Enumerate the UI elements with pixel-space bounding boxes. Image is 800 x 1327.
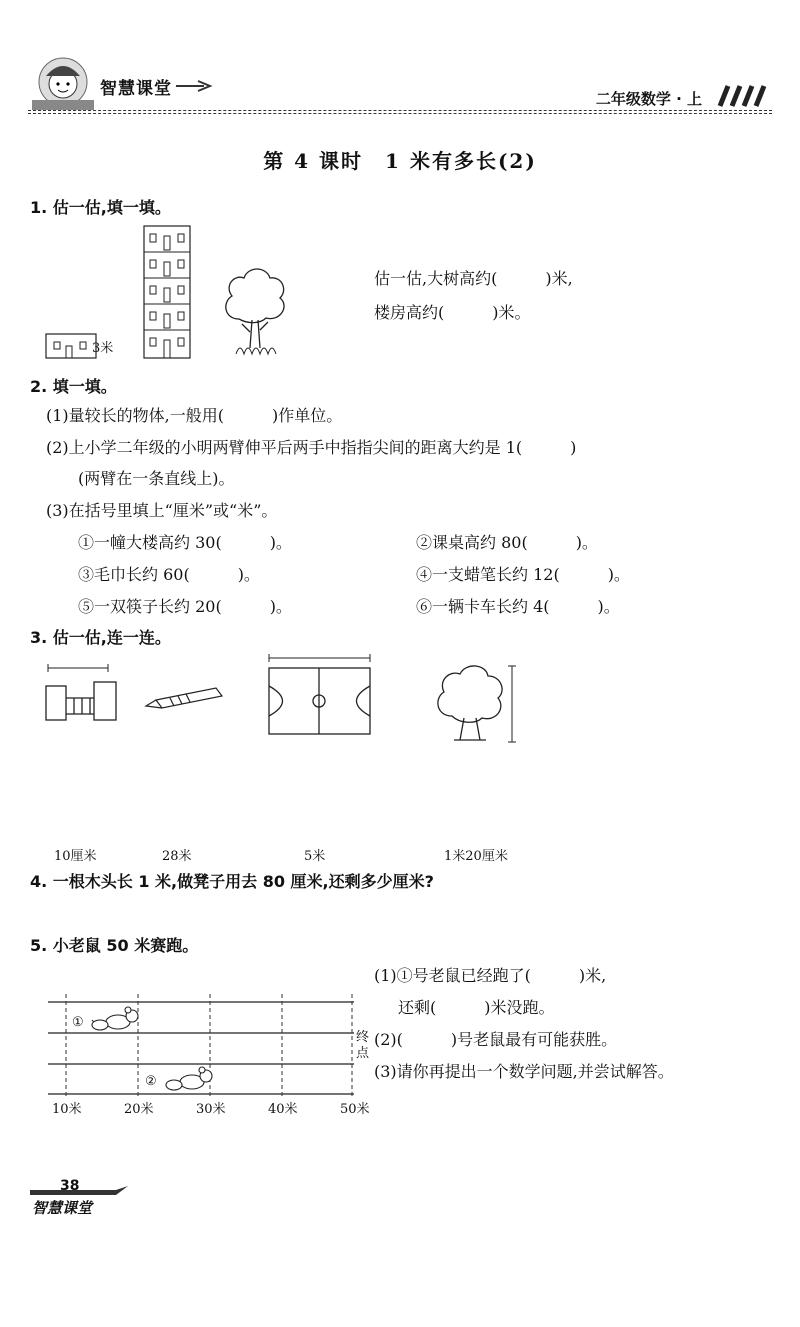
tick-40: 40米 <box>268 1102 298 1117</box>
q2-p1: (1)量较长的物体,一般用( )作单位。 <box>46 406 343 425</box>
q1-line2: 楼房高约( )米。 <box>374 303 531 322</box>
q1-line1: 估一估,大树高约( )米, <box>374 269 573 288</box>
q2-item-3: ③毛巾长约 60( )。 <box>78 565 260 584</box>
house-height-label: 3米 <box>92 341 114 356</box>
header-divider-2 <box>28 113 772 114</box>
q3-option-4: 1米20厘米 <box>444 849 508 864</box>
header-mascot-icon <box>28 56 98 114</box>
q5-sub2: (2)( )号老鼠最有可能获胜。 <box>374 1030 618 1049</box>
q2-item-1: ①一幢大楼高约 30( )。 <box>78 533 292 552</box>
footer-banner-icon <box>30 1182 130 1196</box>
header-divider <box>28 110 772 111</box>
tick-20: 20米 <box>124 1102 154 1117</box>
q2-item-5: ⑤一双筷子长约 20( )。 <box>78 597 292 616</box>
q5-sub3: (3)请你再提出一个数学问题,并尝试解答。 <box>374 1062 674 1081</box>
q2-heading: 2. 填一填。 <box>30 377 117 396</box>
header-stripes-icon <box>712 86 768 106</box>
q2-item-2: ②课桌高约 80( )。 <box>416 533 598 552</box>
q2-item-4: ④一支蜡笔长约 12( )。 <box>416 565 630 584</box>
page-number: 38 <box>60 1178 80 1194</box>
q2-item-6: ⑥一辆卡车长约 4( )。 <box>416 597 620 616</box>
tick-50: 50米 <box>340 1102 370 1117</box>
footer-brand: 智慧课堂 <box>32 1199 93 1217</box>
q3-heading: 3. 估一估,连一连。 <box>30 628 171 647</box>
q3-option-3: 5米 <box>304 849 326 864</box>
header-grade: 二年级数学 · 上 <box>595 90 702 108</box>
q2-p2b: (两臂在一条直线上)。 <box>78 469 235 488</box>
q1-illustration <box>44 224 304 364</box>
q3-option-2: 28米 <box>162 849 192 864</box>
q1-heading: 1. 估一估,填一填。 <box>30 198 171 217</box>
arrow-icon <box>176 80 212 92</box>
lane-2-label: ② <box>145 1074 157 1089</box>
page-title: 第 4 课时 1 米有多长(2) <box>263 149 537 173</box>
q2-p3: (3)在括号里填上“厘米”或“米”。 <box>46 501 278 520</box>
tick-30: 30米 <box>196 1102 226 1117</box>
q3-option-1: 10厘米 <box>54 849 97 864</box>
q4-heading: 4. 一根木头长 1 米,做凳子用去 80 厘米,还剩多少厘米? <box>30 872 434 891</box>
q3-illustrations <box>40 652 530 752</box>
header-brand: 智慧课堂 <box>100 79 172 99</box>
lane-1-label: ① <box>72 1015 84 1030</box>
race-track <box>44 992 364 1102</box>
q5-sub1a: (1)①号老鼠已经跑了( )米, <box>374 966 607 985</box>
tick-10: 10米 <box>52 1102 82 1117</box>
finish-label: 终点 <box>356 1030 370 1061</box>
q2-p2a: (2)上小学二年级的小明两臂伸平后两手中指指尖间的距离大约是 1( ) <box>46 438 577 457</box>
q5-sub1b: 还剩( )米没跑。 <box>398 998 555 1017</box>
q5-heading: 5. 小老鼠 50 米赛跑。 <box>30 936 199 955</box>
